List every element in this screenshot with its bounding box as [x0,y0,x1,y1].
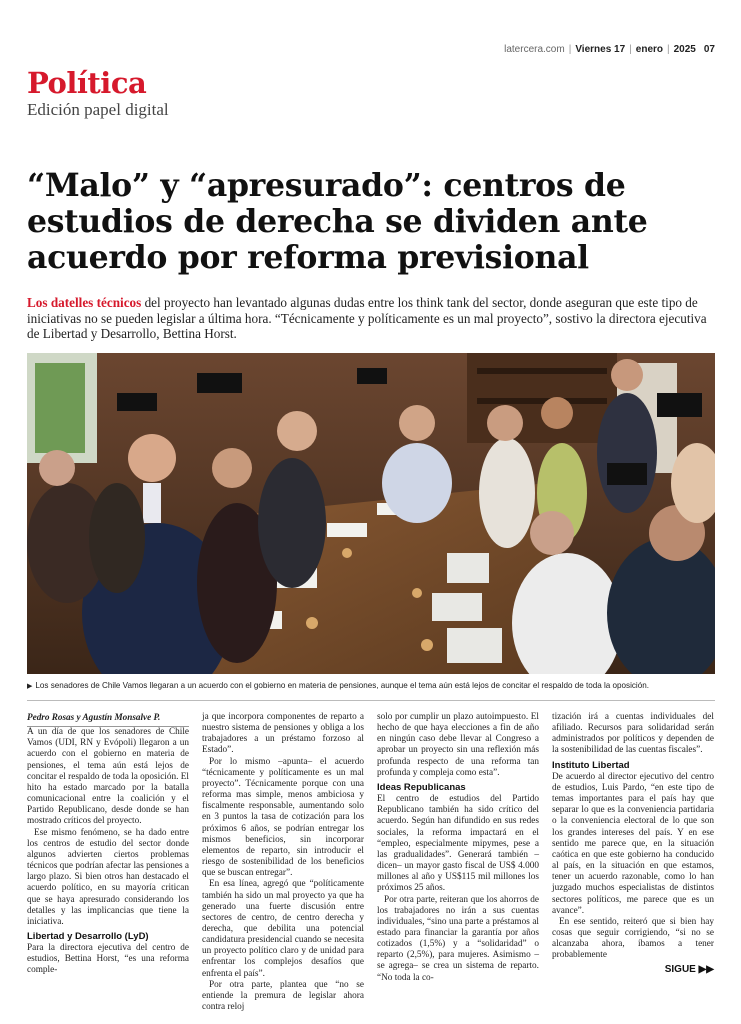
lead-highlight: Los datelles técnicos [27,295,142,310]
paragraph: Por lo mismo –apunta– el acuerdo “técnicamente y políticamente es un mal proyecto”. Técnicamente porque con una reforma mas simple, menos ambiciosa y fiscalmente responsable, aumentando solo en 3 puntos la tasa de cotización para los próximos 6 años, se podrían entregar los mismos beneficios, sin incorporar elementos de reparto, sin introducir el riesgo de sostenibilidad de los beneficios que se buscan entregar”. [202,756,364,879]
photo-caption [27,681,717,690]
paragraph: Para la directora ejecutiva del centro de estudios, Bettina Horst, “es una reforma comple- [27,943,189,976]
subheading: Instituto Libertad [552,759,630,771]
paragraph: Por otra parte, reiteran que los ahorros de los trabajadores no irán a sus cuentas individuales, “sino una parte a préstamos al estado para financiar la garantía por años cotizados (1,5%) y a “solidaridad” o reparto (2,5%), para mujeres. Asimismo –se agrega– se crea un sistema de reparto. “No toda la co- [377,894,539,983]
date-year: 2025 [673,44,696,55]
page-header: latercera.com | Viernes 17 | enero | 2025 07 [504,44,715,55]
lead-text: del proyecto han levantado algunas dudas entre los think tank del sector, donde aseguran que este tipo de iniciativas no se pueden legislar a última hora. “Técnicamente y políticamente es un mal proyecto”, sostivo la directora ejecutiva de Libertad y Desarrollo, Bettina Horst. [27,295,707,341]
article-column-4 [552,712,714,961]
article-column-3 [377,712,539,984]
byline: Pedro Rosas y Agustín Monsalve P. [27,712,189,727]
paragraph: En esa línea, agregó que “políticamente también ha sido un mal proyecto ya que ha generado una fuerte discusión entre sectores de centro, de centro derecha y derecha, que debilita una potencial candidatura presidencial cuando se necesita un proyecto político claro y de unidad para enfrentar los complejos desafíos que enfrenta el país”. [202,879,364,979]
paragraph: tización irá a cuentas individuales del afiliado. Recursos para solidaridad serán administrados por políticos y dependen de la sostenibilidad de las cuentas fiscales”. [552,712,714,756]
article-column-1 [27,712,189,977]
subheading: Libertad y Desarrollo (LyD) [27,930,149,942]
article-headline: “Malo” y “apresurado”: centros de estudios de derecha se dividen ante acuerdo por reforma previsional [27,167,648,276]
press-conference-photo [27,353,715,674]
divider [27,700,715,701]
caption-marker: ▶ [27,683,33,690]
site-name: latercera.com [504,44,565,55]
caption-text: Los senadores de Chile Vamos llegaran a un acuerdo con el gobierno en materia de pensiones, aunque el tema aún está lejos de concitar el respaldo de toda la oposición. [35,681,649,690]
paragraph: A un día de que los senadores de Chile Vamos (UDI, RN y Evópoli) llegaron a un acuerdo con el gobierno en materia de pensiones, el tema aún está lejos de concitar el respaldo de toda la oposición. El hito ha estado marcado por la batalla comunicacional entre la coalición y el Partido Republicano, desde donde se han mostrado críticos del proyecto. [27,727,189,827]
article-lead [27,295,717,342]
section-subtitle: Edición papel digital [27,100,169,119]
paragraph: En ese sentido, reiteró que si bien hay cosas que seguir corrigiendo, “si no se alcanzaba ahora, íbamos a tener probablemente [552,916,714,961]
article-column-2 [202,712,364,1013]
date-month: enero [635,44,664,55]
subheading: Ideas Republicanas [377,781,466,793]
paragraph: solo por cumplir un plazo autoimpuesto. El hecho de que haya elecciones a fin de año en ningún caso debe llevar al Congreso a aprobar un proyecto sin una reflexión más profunda respecto de una reforma tan profunda y compleja como esta”. [377,712,539,778]
paragraph: De acuerdo al director ejecutivo del centro de estudios, Luis Pardo, “en este tipo de temas importantes para el país hay que separar lo que es la conveniencia partidaria o la conveniencia electoral de lo que son los grandes intereses del país. Y en ese sentido me parece que, en la situación caótica en que este gobierno ha conducido al país, en la situación en que estamos, tener un acuerdo razonable, como lo han juzgado muchos especialistas de distintos sectores políticos, me parece que es un avance”. [552,771,714,916]
paragraph: El centro de estudios del Partido Republicano también ha sido crítico del acuerdo. Según han difundido en sus redes sociales, la reforma impactará en el “empleo, especialmente mipymes, pese a las gradualidades”. Generará también –dicen– un mayor gasto fiscal de US$ 4.000 millones al año y US$115 mil millones los próximos 25 años. [377,794,539,894]
paragraph: Ese mismo fenómeno, se ha dado entre los centros de estudio del sector donde algunos advierten ciertos problemas técnicos que podrían afectar las pensiones a largo plazo. Si bien otros han destacado el acuerdo político, en su mayoría critican que se haya apresurado considerando los detalles y las implicancias que tiene la iniciativa. [27,827,189,927]
article-photo [27,353,715,674]
paragraph: ja que incorpora componentes de reparto a nuestro sistema de pensiones y obliga a los trabajadores a un préstamo forzoso al Estado”. [202,712,364,756]
continue-label: SIGUE ▶▶ [664,964,714,975]
paragraph: Por otra parte, plantea que “no se entiende la premura de legislar ahora contra reloj [202,979,364,1013]
page-number: 07 [703,44,715,55]
date-day: Viernes 17 [575,44,626,55]
section-title: Política [27,66,147,100]
